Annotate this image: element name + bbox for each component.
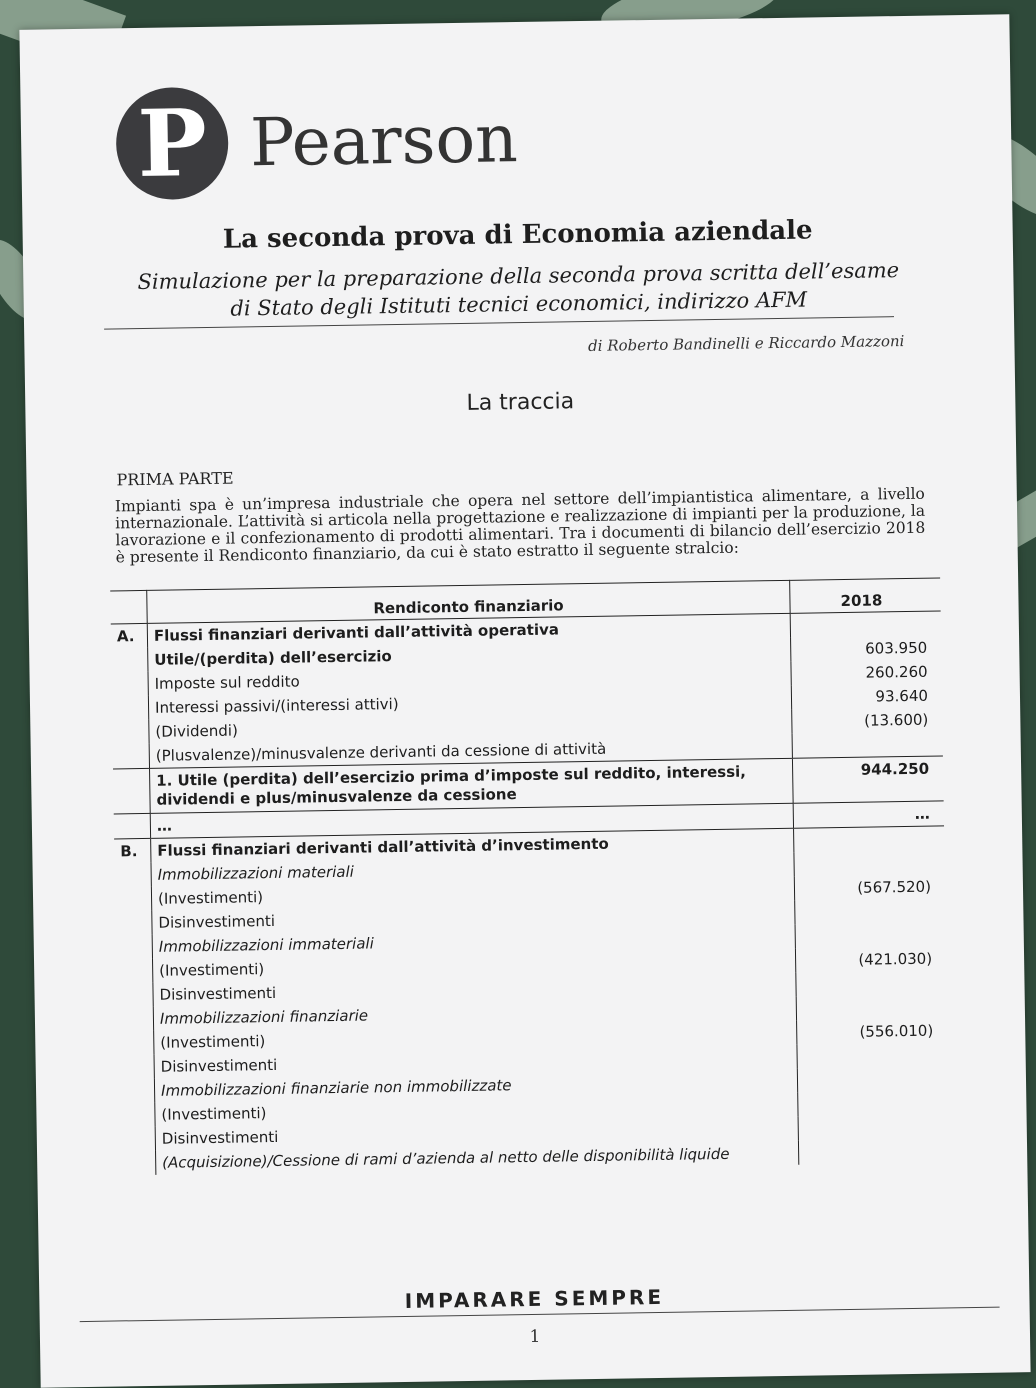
row-label: Imposte sul reddito: [148, 662, 791, 696]
row-value: [797, 1042, 948, 1068]
row-label: Interessi passivi/(interessi attivi): [148, 686, 791, 720]
intro-paragraph: Impianti spa è un’impresa industriale che opera nel settore dell’impiantistica alimentare, a livello internazionale. L’attività si articola nella progettazione e realizzazione di impianti per la produzione, la lavorazione e il confezionamento di prodotti alimentari. Tra i documenti di bilancio dell’esercizio 2018 è presente il Rendiconto finanziario, da cui è stato estratto il seguente stralcio:: [114, 484, 926, 567]
row-letter-cell: [111, 648, 148, 673]
row-letter-cell: [115, 863, 152, 888]
row-value: 260.260: [865, 662, 928, 682]
part-label: PRIMA PARTE: [116, 468, 234, 490]
pearson-p-icon: P: [115, 87, 229, 201]
row-value: [796, 994, 947, 1020]
row-letter-cell: [118, 1103, 155, 1128]
header-letter-cell: [110, 590, 147, 624]
authors: di Roberto Bandinelli e Riccardo Mazzoni: [587, 331, 905, 355]
row-value: (13.600): [864, 710, 929, 730]
row-label: Immobilizzazioni finanziarie non immobilizzate: [154, 1069, 797, 1103]
row-label: Disinvestimenti: [152, 901, 795, 935]
row-label: (Dividendi): [149, 710, 792, 744]
row-label: (Investimenti): [155, 1093, 798, 1127]
row-value: [795, 898, 946, 924]
row-letter-cell: [118, 1079, 155, 1104]
row-label: (Investimenti): [154, 1021, 797, 1055]
row-letter-cell: [119, 1127, 156, 1152]
page-number: 1: [529, 1326, 541, 1348]
section-a-value: [790, 611, 941, 638]
cash-flow-statement-table: [110, 577, 949, 1175]
section-a-letter: A.: [111, 623, 148, 648]
section-b-title: Flussi finanziari derivanti dall’attività d’investimento: [151, 828, 794, 863]
row-letter-cell: [112, 672, 149, 697]
section-title: La traccia: [466, 389, 575, 416]
row-letter-cell: [115, 887, 152, 912]
subtotal-label: 1. Utile (perdita) dell’esercizio prima d’imposte sul reddito, interessi, dividendi e plus/minusvalenze da cessione: [150, 758, 794, 813]
row-value: (567.520): [857, 877, 932, 897]
row-letter-cell: [112, 696, 149, 721]
row-value: [798, 1114, 949, 1140]
row-label: Immobilizzazioni finanziarie: [153, 997, 796, 1031]
document-title: La seconda prova di Economia aziendale: [222, 215, 813, 255]
row-label: Disinvestimenti: [155, 1117, 798, 1151]
subtotal-letter-cell: [113, 768, 150, 814]
row-letter-cell: [113, 744, 150, 769]
row-letter-cell: [116, 983, 153, 1008]
row-label: Immobilizzazioni materiali: [151, 853, 794, 887]
row-letter-cell: [117, 1007, 154, 1032]
brand-name: Pearson: [249, 99, 519, 181]
ellipsis-value: …: [914, 804, 930, 823]
row-label: Disinvestimenti: [154, 1045, 797, 1079]
section-b-letter: B.: [114, 838, 151, 863]
row-label: (Plusvalenze)/minusvalenze derivanti da cessione di attività: [149, 734, 792, 769]
row-label: Disinvestimenti: [153, 973, 796, 1007]
row-value: [796, 970, 947, 996]
row-value: [794, 850, 945, 876]
header-year: 2018: [790, 578, 941, 613]
ellipsis-label: …: [150, 803, 793, 838]
row-letter-cell: [119, 1151, 156, 1176]
row-label: Immobilizzazioni immateriali: [152, 925, 795, 959]
row-label: (Investimenti): [151, 877, 794, 911]
ellipsis-letter-cell: [114, 813, 151, 839]
subtitle-line-2: di Stato degli Istituti tecnici economici, indirizzo AFM: [230, 287, 808, 321]
row-value: [797, 1066, 948, 1092]
row-value: 603.950: [865, 638, 928, 658]
row-label: Utile/(perdita) dell’esercizio: [148, 638, 791, 672]
row-value: [795, 922, 946, 948]
row-letter-cell: [116, 935, 153, 960]
document-page: [19, 14, 1030, 1387]
row-letter-cell: [115, 911, 152, 936]
section-b-value: [794, 826, 945, 853]
footer-brand: IMPARARE SEMPRE: [404, 1284, 665, 1313]
section-a-title: Flussi finanziari derivanti dall’attività operativa: [147, 613, 790, 648]
row-value: 93.640: [875, 686, 929, 706]
row-value: (421.030): [858, 949, 933, 969]
document-subtitle: [103, 256, 934, 325]
row-letter-cell: [117, 1031, 154, 1056]
row-value: (556.010): [859, 1021, 934, 1041]
pearson-logo: [115, 82, 518, 200]
row-letter-cell: [112, 720, 149, 745]
row-value: [798, 1090, 949, 1116]
header-description: Rendiconto finanziario: [147, 580, 790, 623]
row-value: [798, 1138, 949, 1164]
row-label: (Investimenti): [153, 949, 796, 983]
row-value: [792, 731, 943, 758]
row-letter-cell: [116, 959, 153, 984]
subtitle-line-1: Simulazione per la preparazione della seconda prova scritta dell’esame: [137, 258, 900, 295]
row-label: (Acquisizione)/Cessione di rami d’azienda al netto delle disponibilità liquide: [156, 1141, 799, 1175]
row-letter-cell: [118, 1055, 155, 1080]
subtotal-value: 944.250: [792, 756, 943, 803]
